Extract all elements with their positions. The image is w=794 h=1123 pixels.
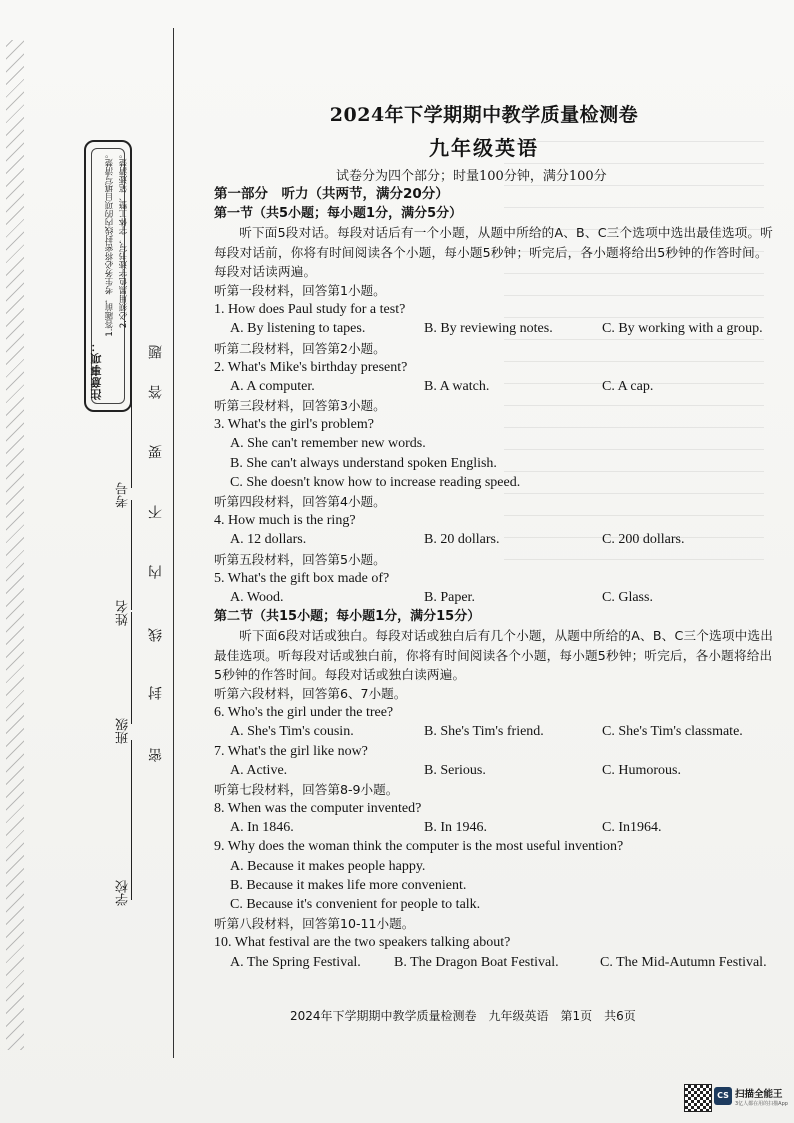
material-label: 听第五段材料，回答第5小题。 xyxy=(214,551,386,567)
option-a[interactable]: A. The Spring Festival. xyxy=(230,954,361,970)
option-c[interactable]: C. Glass. xyxy=(602,589,653,605)
option-b[interactable]: B. A watch. xyxy=(424,378,490,394)
option-c[interactable]: C. A cap. xyxy=(602,378,654,394)
question-options xyxy=(214,530,779,549)
section-instructions: 听下面6段对话或独白。每段对话或独白后有几个小题，从题中所给的A、B、C三个选项中选出最佳选项。听每段对话或独白前，你将有时间阅读各个小题，每小题5秒钟；听完后，各小题将给出5秒钟的作答时间。每段对话或独白读两遍。 xyxy=(214,628,774,682)
question-options xyxy=(214,588,779,607)
option-a[interactable]: A. Active. xyxy=(230,762,288,778)
seal-char: 密 xyxy=(148,748,164,762)
option-c[interactable]: C. The Mid-Autumn Festival. xyxy=(600,954,767,970)
option-a[interactable]: A. In 1846. xyxy=(230,820,294,836)
option-c[interactable]: C. Humorous. xyxy=(602,762,681,778)
option-a[interactable]: A. She's Tim's cousin. xyxy=(230,724,354,740)
exam-number-label: 考号 xyxy=(116,482,131,508)
option-c[interactable]: C. She's Tim's classmate. xyxy=(602,724,743,740)
option-b[interactable]: B. By reviewing notes. xyxy=(424,321,553,337)
exam-subject: 九年级英语 xyxy=(429,136,539,160)
question-options xyxy=(214,953,779,972)
notice-title: 注意事项： xyxy=(90,340,103,400)
question-text: 2. What's Mike's birthday present? xyxy=(214,359,408,375)
name-label: 姓名 xyxy=(116,600,131,626)
option-b[interactable]: B. In 1946. xyxy=(424,820,487,836)
class-label: 班级 xyxy=(116,718,131,744)
name-field[interactable] xyxy=(131,500,132,610)
option-b[interactable]: B. She can't always understand spoken English. xyxy=(230,455,497,471)
option-c[interactable]: C. Because it's convenient for people to talk. xyxy=(230,897,481,913)
question-options xyxy=(214,818,779,837)
material-label: 听第四段材料，回答第4小题。 xyxy=(214,494,386,510)
question-text: 7. What's the girl like now? xyxy=(214,743,368,759)
seal-char: 答 xyxy=(148,385,164,399)
material-label: 听第一段材料，回答第1小题。 xyxy=(214,282,386,298)
section-heading: 第一节（共5小题；每小题1分，满分5分） xyxy=(214,206,463,222)
seal-char: 不 xyxy=(148,505,164,519)
option-a[interactable]: A. Wood. xyxy=(230,589,284,605)
class-field[interactable] xyxy=(131,612,132,724)
option-a[interactable]: A. She can't remember new words. xyxy=(230,436,426,452)
material-label: 听第八段材料，回答第10-11小题。 xyxy=(214,916,415,932)
question-text: 3. What's the girl's problem? xyxy=(214,417,374,433)
seal-char: 要 xyxy=(148,445,164,459)
section-heading: 第二节（共15小题；每小题1分，满分15分） xyxy=(214,609,481,625)
scanner-tagline: 3亿人都在用的扫描App xyxy=(735,1101,788,1107)
material-label: 听第六段材料，回答第6、7小题。 xyxy=(214,685,407,701)
school-field[interactable] xyxy=(131,740,132,900)
question-text: 4. How much is the ring? xyxy=(214,513,356,529)
option-a[interactable]: A. By listening to tapes. xyxy=(230,321,366,337)
question-options xyxy=(214,319,779,338)
option-b[interactable]: B. She's Tim's friend. xyxy=(424,724,544,740)
exam-title: 2024年下学期期中教学质量检测卷 xyxy=(329,104,639,126)
option-b[interactable]: B. 20 dollars. xyxy=(424,532,500,548)
option-b[interactable]: B. The Dragon Boat Festival. xyxy=(394,954,559,970)
question-options xyxy=(214,761,779,780)
perforation-edge xyxy=(6,40,24,1050)
question-text: 6. Who's the girl under the tree? xyxy=(214,705,394,721)
option-a[interactable]: A. 12 dollars. xyxy=(230,532,307,548)
material-label: 听第三段材料，回答第3小题。 xyxy=(214,398,386,414)
option-c[interactable]: C. In1964. xyxy=(602,820,662,836)
exam-intro: 试卷分为四个部分；时量100分钟，满分100分 xyxy=(336,169,607,184)
option-b[interactable]: B. Paper. xyxy=(424,589,475,605)
option-c[interactable]: C. She doesn't know how to increase reading speed. xyxy=(230,474,521,490)
question-options xyxy=(214,377,779,396)
page-footer: 2024年下学期期中教学质量检测卷 九年级英语 第1页 共6页 xyxy=(290,1009,636,1023)
scanner-app-name: 扫描全能王 xyxy=(735,1089,783,1100)
option-a[interactable]: A. A computer. xyxy=(230,378,315,394)
question-options xyxy=(214,722,779,741)
seal-char: 题 xyxy=(148,345,164,359)
option-c[interactable]: C. By working with a group. xyxy=(602,321,763,337)
question-text: 5. What's the gift box made of? xyxy=(214,570,390,586)
seal-char: 线 xyxy=(148,628,164,642)
question-text: 9. Why does the woman think the computer is the most useful invention? xyxy=(214,839,624,855)
notice-item-2: 2.必须用黑色字迹书写，字体工整、笔迹清楚。 xyxy=(119,150,129,329)
question-text: 10. What festival are the two speakers talking about? xyxy=(214,935,511,951)
binding-line xyxy=(173,28,174,1058)
qr-code xyxy=(684,1084,712,1112)
option-c[interactable]: C. 200 dollars. xyxy=(602,532,685,548)
question-text: 8. When was the computer invented? xyxy=(214,801,422,817)
option-a[interactable]: A. Because it makes people happy. xyxy=(230,858,426,874)
option-b[interactable]: B. Serious. xyxy=(424,762,486,778)
exam-number-field[interactable] xyxy=(131,400,132,488)
seal-char: 内 xyxy=(148,565,164,579)
section-instructions: 听下面5段对话。每段对话后有一个小题，从题中所给的A、B、C三个选项中选出最佳选项。听每段对话前，你将有时间阅读各个小题，每小题5秒钟；听完后，各小题将给出5秒钟的作答时间。每段对话读两遍。 xyxy=(214,225,774,279)
material-label: 听第七段材料，回答第8-9小题。 xyxy=(214,781,399,797)
material-label: 听第二段材料，回答第2小题。 xyxy=(214,340,386,356)
question-text: 1. How does Paul study for a test? xyxy=(214,302,406,318)
part-heading: 第一部分 听力（共两节，满分20分） xyxy=(214,186,449,202)
camscanner-logo-icon: CS xyxy=(714,1087,732,1105)
school-label: 学校 xyxy=(116,880,131,906)
notice-item-1: 1.答题前，考生务必将密封线内的项目填写清楚。 xyxy=(105,150,115,337)
seal-char: 封 xyxy=(148,686,164,700)
exam-content xyxy=(214,185,779,972)
option-b[interactable]: B. Because it makes life more convenient. xyxy=(230,877,467,893)
